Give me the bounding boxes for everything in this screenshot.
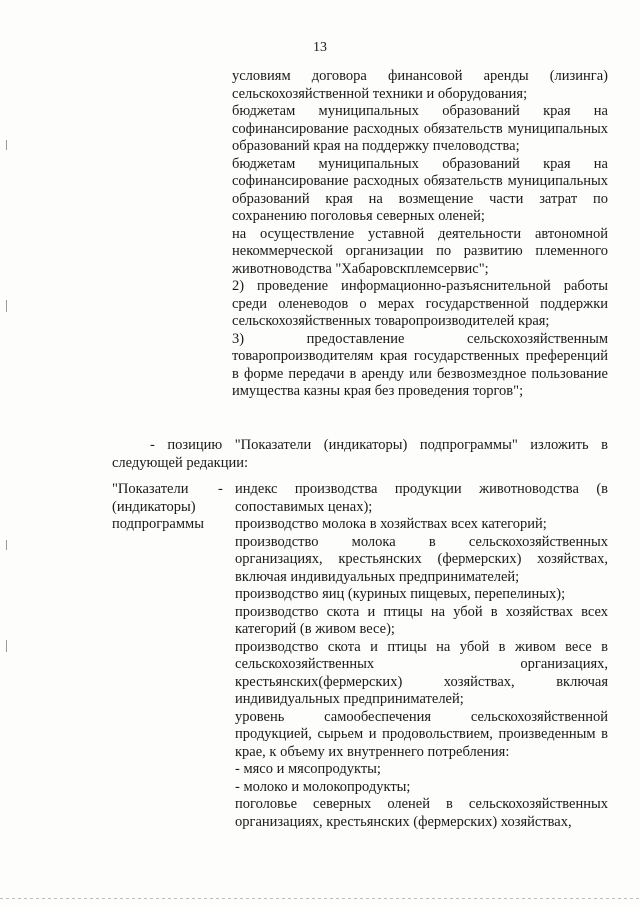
table-label-cell [112,481,234,534]
paragraph: бюджетам муниципальных образований края на софинансирование расходных обязательств муниципальных образований края на поддержку пчеловодства; [232,103,608,154]
paragraph: условиям договора финансовой аренды (лизинга) сельскохозяйственной техники и оборудования; [232,68,608,102]
upper-text-block [232,68,608,401]
page-number: 13 [313,40,327,55]
paragraph: производство яиц (куриных пищевых, перепелиных); [235,586,566,602]
scan-edge-mark [6,140,7,150]
paragraph: индекс производства продукции животноводства (в сопоставимых ценах); [235,481,608,515]
paragraph: 2) проведение информационно-разъяснительной работы среди оленеводов о мерах государственной поддержки сельскохозяйственных товаропроизводителей края; [232,278,608,329]
paragraph: поголовье северных оленей в сельскохозяйственных организациях, крестьянских (фермерских) хозяйствах, [235,796,608,830]
paragraph: производство скота и птицы на убой в хозяйствах всех категорий (в живом весе); [235,603,608,637]
paragraph: - молоко и молокопродукты; [235,778,411,795]
scan-bottom-edge [0,898,640,899]
paragraph: 3) предоставление сельскохозяйственным товаропроизводителям края государственных преференций в форме передачи в аренду или безвозмездное пользование имущества казны края без проведения торгов"; [232,330,608,399]
scan-edge-mark [6,300,7,312]
paragraph: бюджетам муниципальных образований края на софинансирование расходных обязательств муниципальных образований края на возмещение части затрат по сохранению поголовья северных оленей; [232,155,608,224]
table-dash: - [218,481,223,497]
scan-edge-mark [6,640,7,652]
indicators-text-block [235,481,608,831]
paragraph: на осуществление уставной деятельности автономной некоммерческой организации по развитию племенного животноводства "Хабаровскплемсервис"; [232,225,608,277]
paragraph: - мясо и мясопродукты; [235,761,381,777]
instruction-block [112,437,608,472]
paragraph: производство молока в сельскохозяйственных организациях, крестьянских (фермерских) хозяйствах, включая индивидуальных предпринимателей; [235,533,608,585]
paragraph: уровень самообеспечения сельскохозяйственной продукцией, сырьем и продовольствием, произведенным в крае, к объему их внутреннего потребления: [235,708,608,760]
table-label: "Показатели (индикаторы) подпрограммы [112,481,204,532]
scan-edge-mark [6,540,7,550]
instruction-paragraph: - позицию "Показатели (индикаторы) подпрограммы" изложить в следующей редакции: [112,437,608,471]
paragraph: производство скота и птицы на убой в живом весе в сельскохозяйственных организациях, крестьянских(фермерских) хозяйствах, включая индивидуальных предпринимателей; [235,638,608,707]
paragraph: производство молока в хозяйствах всех категорий; [235,516,547,532]
